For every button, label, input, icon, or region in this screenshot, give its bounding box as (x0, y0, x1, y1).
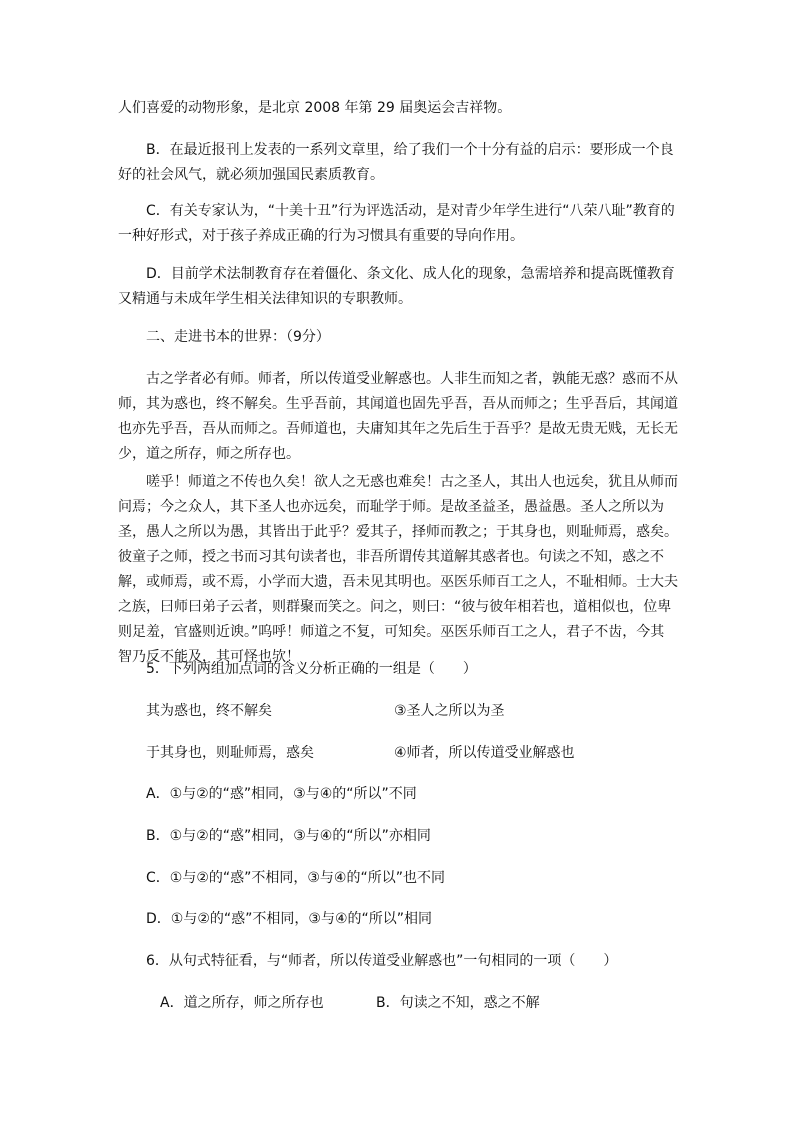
question-5: 5．下列两组加点词的含义分析正确的一组是（ ） (146, 661, 477, 677)
paragraph-option-d: D．目前学术法制教育存在着僵化、条文化、成人化的现象，急需培养和提高既懂教育又精通与未成年学生相关法律知识的专职教师。 (118, 266, 675, 307)
q5-item-4: ④师者，所以传道受业解惑也 (394, 745, 575, 761)
passage-paragraph-2: 嗟乎！师道之不传也久矣！欲人之无惑也难矣！古之圣人，其出人也远矣，犹且从师而问焉；今之众人，其下圣人也亦远矣，而耻学于师。是故圣益圣，愚益愚。圣人之所以为圣，愚人之所以为愚，其皆出于此乎？爱其子，择师而教之；于其身也，则耻师焉，惑矣。彼童子之师，授之书而习其句读者也，非吾所谓传其道解其惑者也。句读之不知，惑之不解，或师焉，或不焉，小学而大遗，吾未见其明也。巫医乐师百工之人，不耻相师。士大夫之族，曰师曰弟子云者，则群聚而笑之。问之，则曰：“彼与彼年相若也，道相似也，位卑则足羞，官盛则近谀。”呜呼！师道之不复，可知矣。巫医乐师百工之人，君子不齿，今其智乃反不能及，其可怪也欤！ (118, 474, 678, 665)
passage-paragraph-1: 古之学者必有师。师者，所以传道受业解惑也。人非生而知之者，孰能无惑？惑而不从师，其为惑也，终不解矣。生乎吾前，其闻道也固先乎吾，吾从而师之；生乎吾后，其闻道也亦先乎吾，吾从而师之。吾师道也，夫庸知其年之先后生于吾乎？是故无贵无贱，无长无少，道之所存，师之所存也。 (118, 371, 678, 462)
q5-item-1: 其为惑也，终不解矣 (146, 703, 272, 719)
q5-option-d: D．①与②的“惑”不相同，③与④的“所以”相同 (146, 911, 432, 927)
q5-item-2: 于其身也，则耻师焉，惑矣 (146, 745, 314, 761)
q5-option-b: B．①与②的“惑”相同，③与④的“所以”亦相同 (146, 828, 431, 844)
q6-option-a: A．道之所存，师之所存也 (160, 995, 324, 1011)
q5-option-a: A．①与②的“惑”相同，③与④的“所以”不同 (146, 786, 417, 802)
paragraph-option-a-end: 人们喜爱的动物形象，是北京 2008 年第 29 届奥运会吉祥物。 (118, 100, 512, 116)
q5-option-c: C．①与②的“惑”不相同，③与④的“所以”也不同 (146, 870, 445, 886)
q6-option-b: B．句读之不知，惑之不解 (376, 995, 540, 1011)
question-6: 6．从句式特征看，与“师者，所以传道受业解惑也”一句相同的一项（ ） (146, 953, 618, 969)
paragraph-option-c: C．有关专家认为，“十美十丑”行为评选活动，是对青少年学生进行“八荣八耻”教育的一种好形式，对于孩子养成正确的行为习惯具有重要的导向作用。 (118, 203, 675, 244)
paragraph-option-b: B．在最近报刊上发表的一系列文章里，给了我们一个十分有益的启示：要形成一个良好的社会风气，就必须加强国民素质教育。 (118, 142, 674, 183)
section-heading-2: 二、走进书本的世界：（9分） (146, 329, 330, 345)
q5-item-3: ③圣人之所以为圣 (394, 703, 505, 719)
